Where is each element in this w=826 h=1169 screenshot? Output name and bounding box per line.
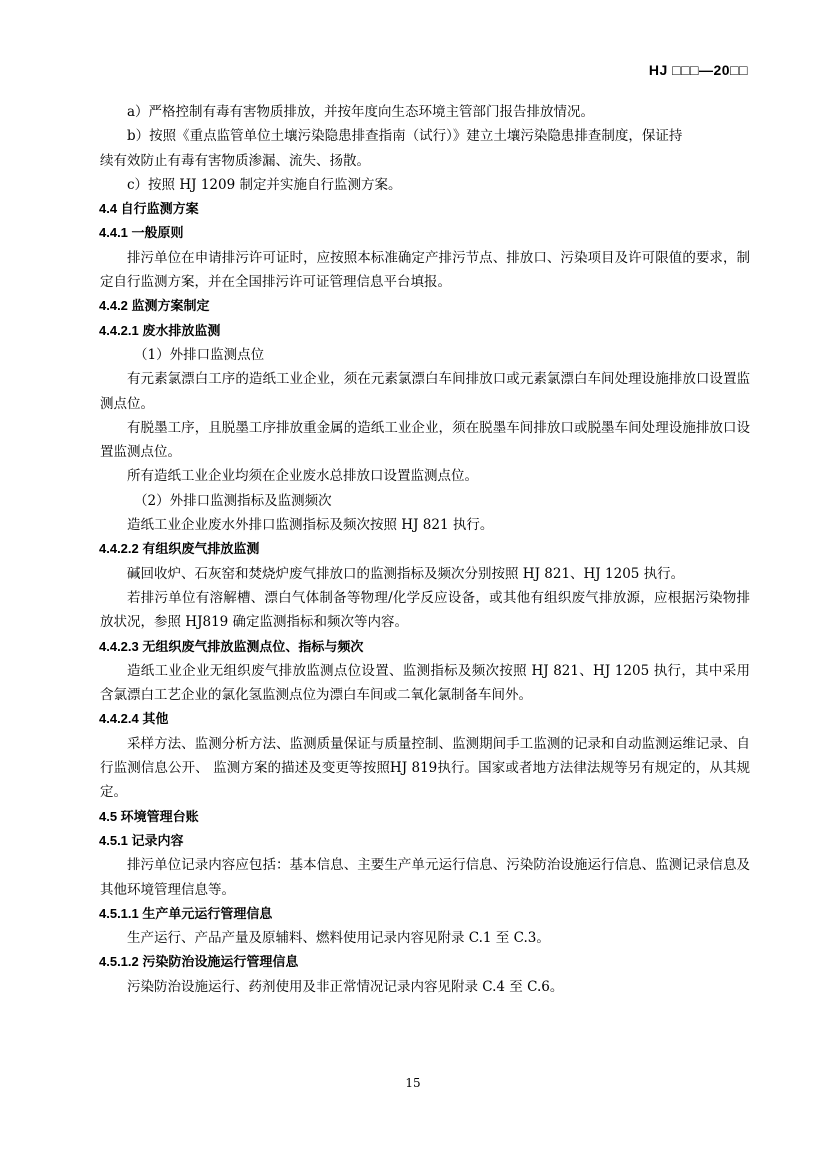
para-4-4-1: 排污单位在申请排污许可证时，应按照本标准确定产排污节点、排放口、污染项目及许可限值的要求，制定自行监测方案，并在全国排污许可证管理信息平台填报。: [100, 249, 750, 291]
para-outlet-deinking: 有脱墨工序，且脱墨工序排放重金属的造纸工业企业，须在脱墨车间排放口或脱墨车间处理设施排放口设置监测点位。: [100, 419, 750, 461]
para-4-4-2-4: 采样方法、监测分析方法、监测质量保证与质量控制、监测期间手工监测的记录和自动监测运维记录、自行监测信息公开、 监测方案的描述及变更等按照HJ 819执行。国家或者地方法律法规等另有规定的，从其规定。: [100, 735, 750, 801]
item-b-line1: b）按照《重点监管单位土壤污染隐患排查指南（试行）》建立土壤污染隐患排查制度，保证持: [127, 128, 683, 145]
subitem-1: （1）外排口监测点位: [134, 346, 265, 363]
heading-4-5-1-1: 4.5.1.1 生产单元运行管理信息: [99, 905, 273, 921]
page-number: 15: [405, 1076, 421, 1090]
para-4-5-1: 排污单位记录内容应包括：基本信息、主要生产单元运行信息、污染防治设施运行信息、监测记录信息及其他环境管理信息等。: [100, 857, 750, 898]
heading-4-4-1: 4.4.1 一般原则: [99, 225, 184, 241]
standard-code-header: HJ □□□—20□□: [648, 62, 748, 78]
heading-4-5-1: 4.5.1 记录内容: [99, 832, 184, 848]
heading-4-4-2-2: 4.4.2.2 有组织废气排放监测: [99, 541, 260, 557]
heading-4-5-1-2: 4.5.1.2 污染防治设施运行管理信息: [99, 954, 299, 970]
heading-4-4-2-1: 4.4.2.1 废水排放监测: [99, 322, 221, 338]
heading-4-4-2: 4.4.2 监测方案制定: [99, 298, 210, 314]
para-4-5-1-2: 污染防治设施运行、药剂使用及非正常情况记录内容见附录 C.4 至 C.6。: [127, 978, 564, 995]
para-4-5-1-1: 生产运行、产品产量及原辅料、燃料使用记录内容见附录 C.1 至 C.3。: [127, 930, 550, 947]
heading-4-4-2-3: 4.4.2.3 无组织废气排放监测点位、指标与频次: [99, 638, 364, 654]
para-outlet-chlorine: 有元素氯漂白工序的造纸工业企业，须在元素氯漂白车间排放口或元素氯漂白车间处理设施排放口设置监测点位。: [100, 371, 750, 412]
para-4-4-2-3: 造纸工业企业无组织废气排放监测点位设置、监测指标及频次按照 HJ 821、HJ 1205 执行，其中采用含氯漂白工艺企业的氯化氢监测点位为漂白车间或二氧化氯制备车间外。: [100, 662, 750, 704]
para-outlet-total: 所有造纸工业企业均须在企业废水总排放口设置监测点位。: [127, 468, 478, 485]
para-4-4-2-2-a: 碱回收炉、石灰窑和焚烧炉废气排放口的监测指标及频次分别按照 HJ 821、HJ 1205 执行。: [127, 565, 685, 582]
item-c: c）按照 HJ 1209 制定并实施自行监测方案。: [127, 176, 402, 193]
item-a: a）严格控制有毒有害物质排放，并按年度向生态环境主管部门报告排放情况。: [127, 104, 595, 120]
document-body: [100, 100, 750, 999]
heading-4-4-2-4: 4.4.2.4 其他: [99, 711, 169, 727]
para-outlet-indicators: 造纸工业企业废水外排口监测指标及频次按照 HJ 821 执行。: [127, 517, 494, 534]
item-b-line2: 续有效防止有毒有害物质渗漏、流失、扬散。: [100, 152, 370, 169]
para-4-4-2-2-b: 若排污单位有溶解槽、漂白气体制备等物理/化学反应设备，或其他有组织废气排放源，应根据污染物排放状况，参照 HJ819 确定监测指标和频次等内容。: [100, 589, 750, 631]
heading-4-5: 4.5 环境管理台账: [99, 808, 199, 824]
subitem-2: （2）外排口监测指标及监测频次: [134, 492, 332, 509]
heading-4-4: 4.4 自行监测方案: [99, 201, 199, 217]
